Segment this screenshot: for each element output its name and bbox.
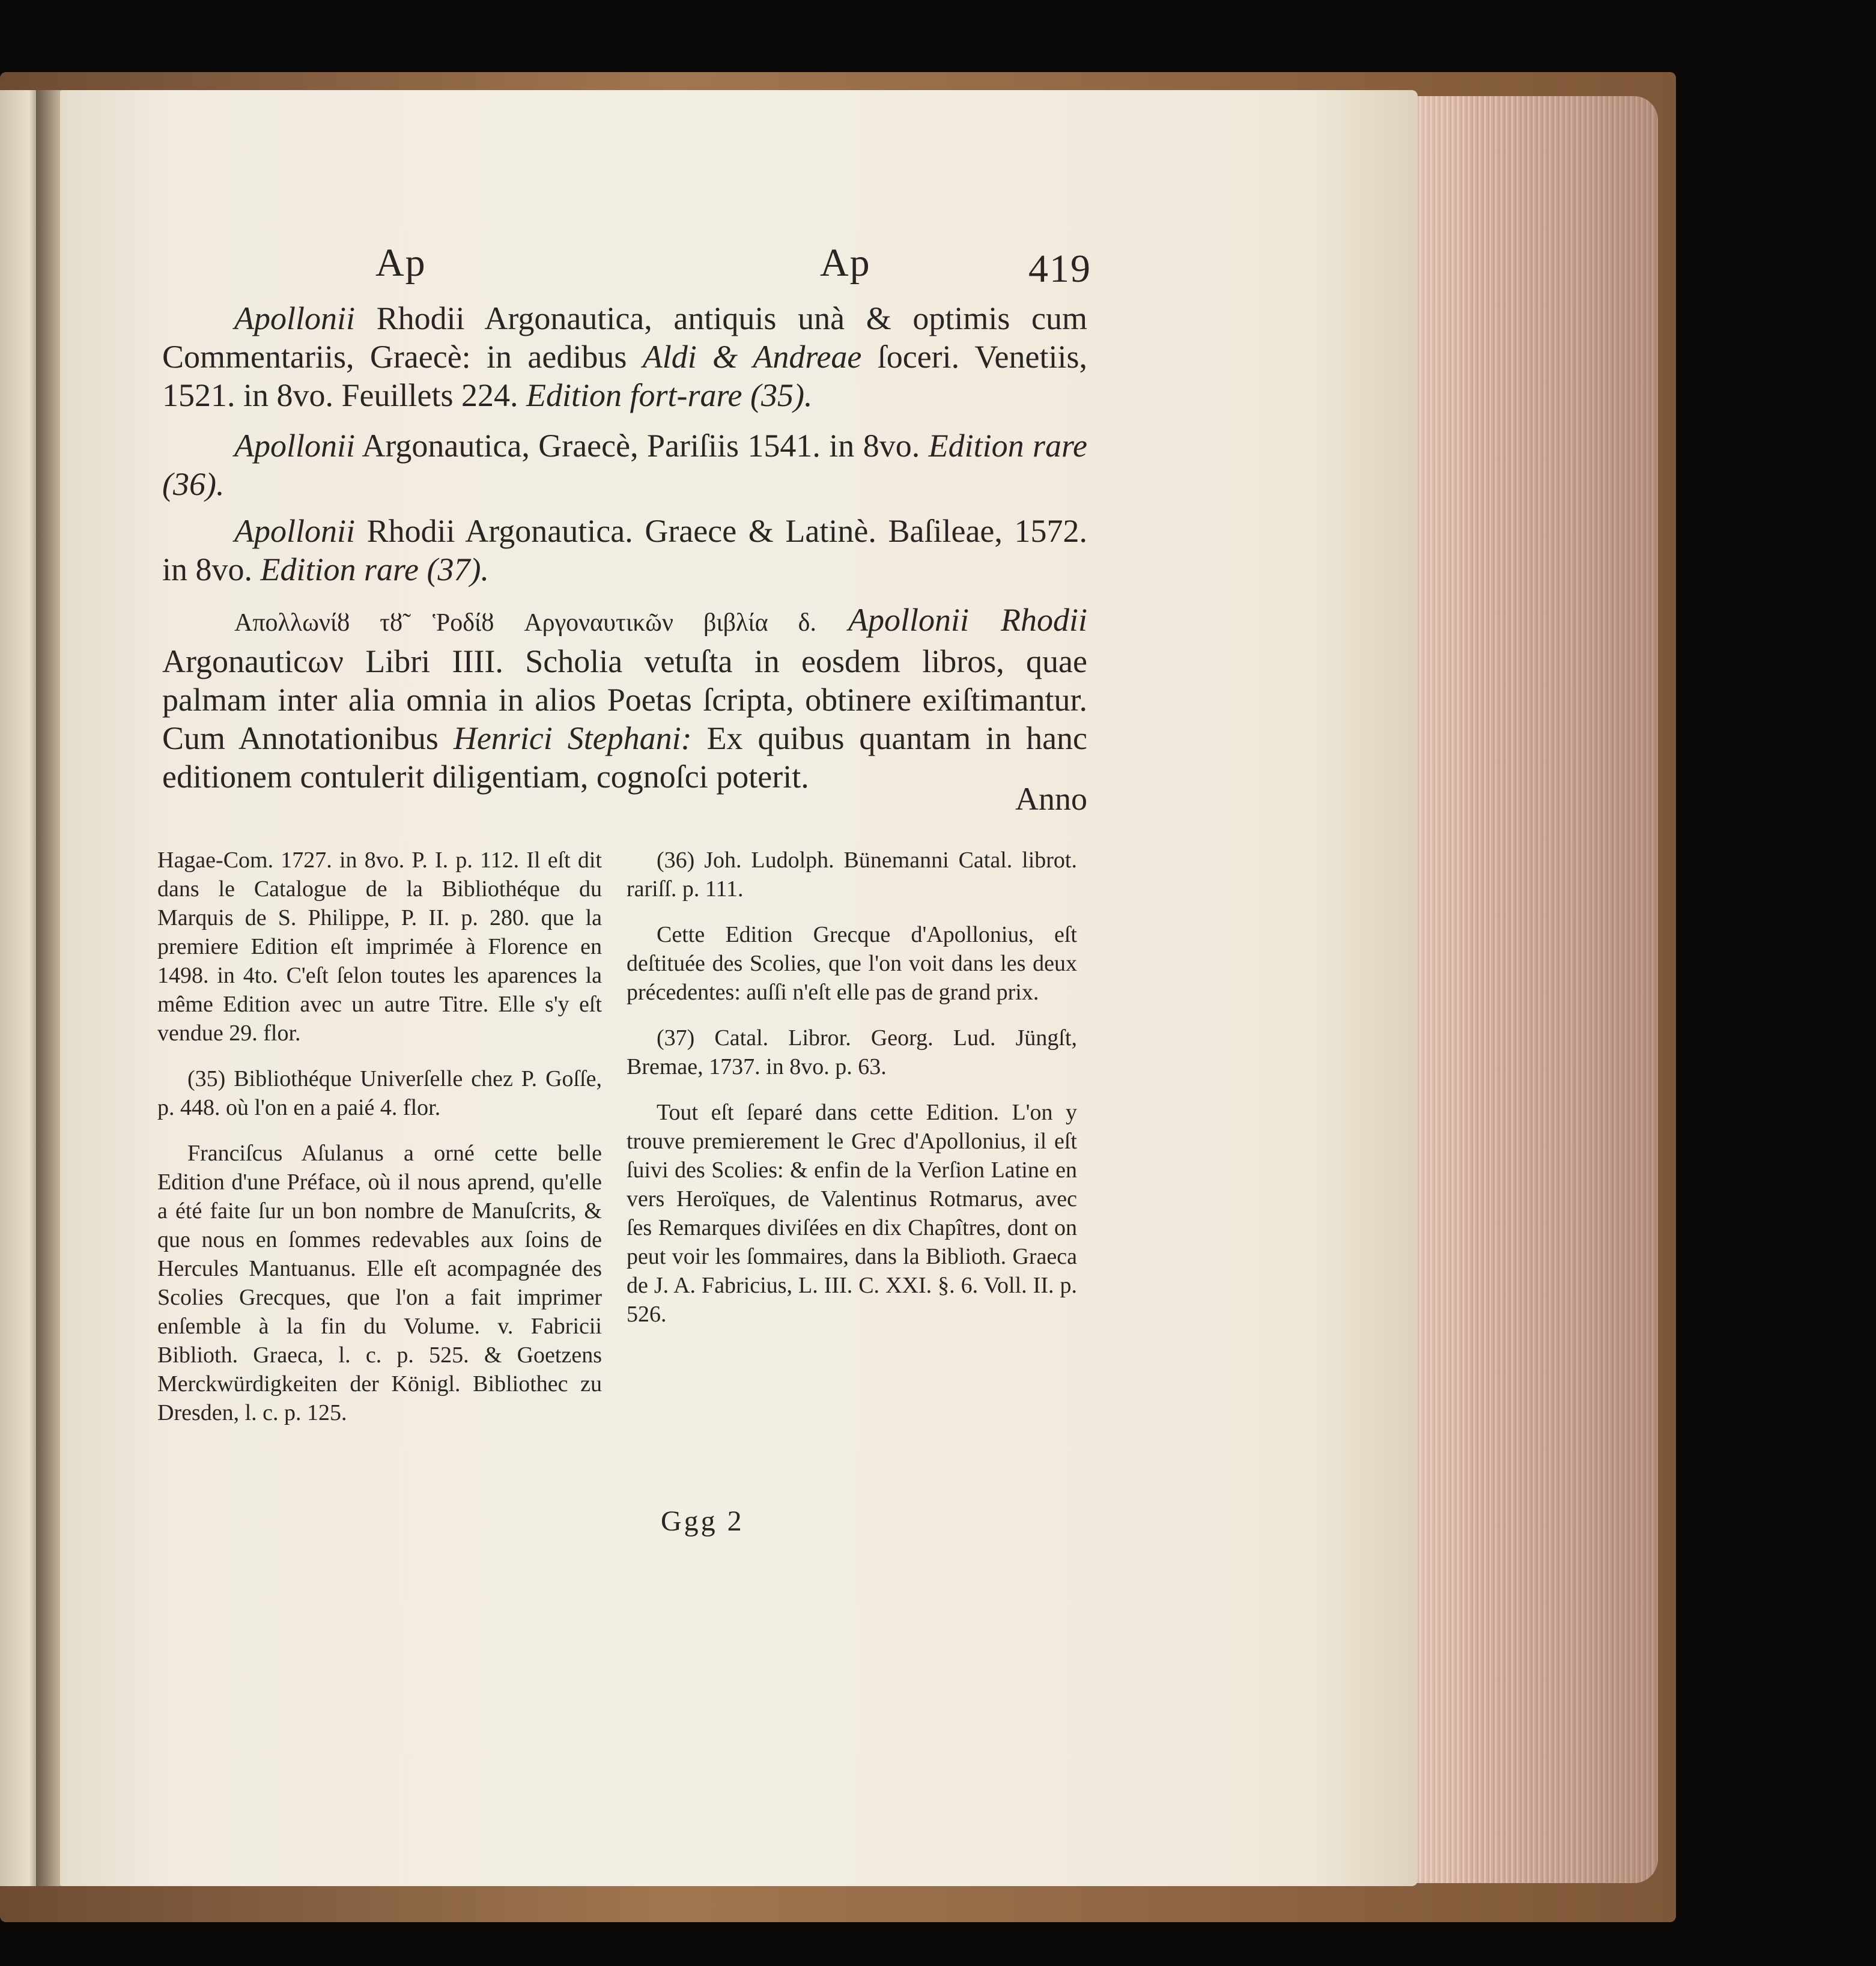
entry-text: Argonautica, Graecè, Pariſiis 1541. in 8vo.	[362, 428, 920, 464]
entry-names: Henrici Stephani:	[453, 720, 692, 756]
footnotes-left-column	[157, 846, 602, 1444]
entry-author: Apollonii	[234, 300, 355, 336]
footnotes-right-column	[627, 846, 1077, 1346]
running-head-left: Ap	[375, 241, 427, 285]
entry-rarity: Edition rare (37).	[260, 551, 489, 587]
entry-author: Apollonii	[234, 428, 355, 464]
footnote: Tout eſt ſeparé dans cette Edition. L'on y trouve premierement le Grec d'Apollonius, il eſt ſuivi des Scolies: & enfin de la Verſion Latine en vers Heroïques, de Valentinus Rotmarus, avec ſes Remarques diviſées en dix Chapîtres, dont on peut voir les ſommaires, dans la Biblioth. Graeca de J. A. Fabricius, L. III. C. XXI. §. 6. Voll. II. p. 526.	[627, 1100, 1077, 1327]
entry-rarity: Edition rare (36).	[162, 428, 1087, 502]
entry-text-2: Ex quibus quantam in hanc editionem contulerit diligentiam, cognoſci poterit.	[162, 720, 1088, 795]
entry-2	[162, 426, 1087, 503]
page-fore-edge	[1406, 96, 1658, 1883]
entry-text-2: ſoceri. Venetiis, 1521. in 8vo. Feuillets 224.	[162, 339, 1088, 413]
entry-text: Argonauticων Libri IIII. Scholia vetuſta in eosdem libros, quae palmam inter alia omnia in alios Poetas ſcripta, obtinere exiſtimantur. Cum Annotationibus	[162, 643, 1087, 756]
entry-title: Apollonii Rhodii	[848, 602, 1087, 638]
footnote: (36) Joh. Ludolph. Bünemanni Catal. librot. rariſſ. p. 111.	[627, 848, 1077, 902]
entry-rarity: Edition fort-rare (35).	[526, 377, 813, 413]
footnote: Hagae-Com. 1727. in 8vo. P. I. p. 112. Il eſt dit dans le Catalogue de la Bibliothéque du Marquis de S. Philippe, P. II. p. 280. que la premiere Edition eſt imprimée à Florence en 1498. in 4to. C'eſt ſelon toutes les aparences la même Edition avec un autre Titre. Elle s'y eſt vendue 29. flor.	[157, 848, 602, 1046]
entry-text: Rhodii Argonautica, antiquis unà & optimis cum Commentariis, Graecè: in aedibus	[162, 300, 1087, 375]
entry-text: Rhodii Argonautica. Graece & Latinè. Baſileae, 1572. in 8vo.	[162, 513, 1087, 587]
footnote: (37) Catal. Libror. Georg. Lud. Jüngſt, Bremae, 1737. in 8vo. p. 63.	[627, 1025, 1077, 1079]
entry-author: Apollonii	[234, 513, 355, 549]
entry-greek-title: Απολλωνίȣ τȣ̃ Ῥοδίȣ Αργοναυτικῶν βιβλία δ.	[234, 609, 816, 637]
footnote: Franciſcus Aſulanus a orné cette belle Edition d'une Préface, où il nous aprend, qu'elle a été faite ſur un bon nombre de Manuſcrits, & que nous en ſommes redevables aux ſoins de Hercules Mantuanus. Elle eſt acompagnée des Scolies Grecques, que l'on a fait imprimer enſemble à la fin du Volume. v. Fabricii Biblioth. Graeca, l. c. p. 525. & Goetzens Merckwürdigkeiten der Königl. Bibliothec zu Dresden, l. c. p. 125.	[157, 1141, 602, 1425]
entry-3	[162, 512, 1087, 589]
signature-mark: Ggg 2	[661, 1505, 744, 1537]
catchword: Anno	[1015, 781, 1087, 817]
running-head-center: Ap	[820, 241, 871, 285]
left-page-edge	[0, 90, 36, 1886]
footnote: Cette Edition Grecque d'Apollonius, eſt deſtituée des Scolies, que l'on voit dans les deux précedentes: auſſi n'eſt elle pas de grand prix.	[627, 922, 1077, 1005]
footnote: (35) Bibliothéque Univerſelle chez P. Goſſe, p. 448. où l'on en a paié 4. flor.	[157, 1066, 602, 1120]
entry-1	[162, 299, 1087, 414]
entry-names: Aldi & Andreae	[642, 339, 862, 375]
page-number: 419	[1028, 247, 1091, 291]
entry-4	[162, 601, 1087, 796]
